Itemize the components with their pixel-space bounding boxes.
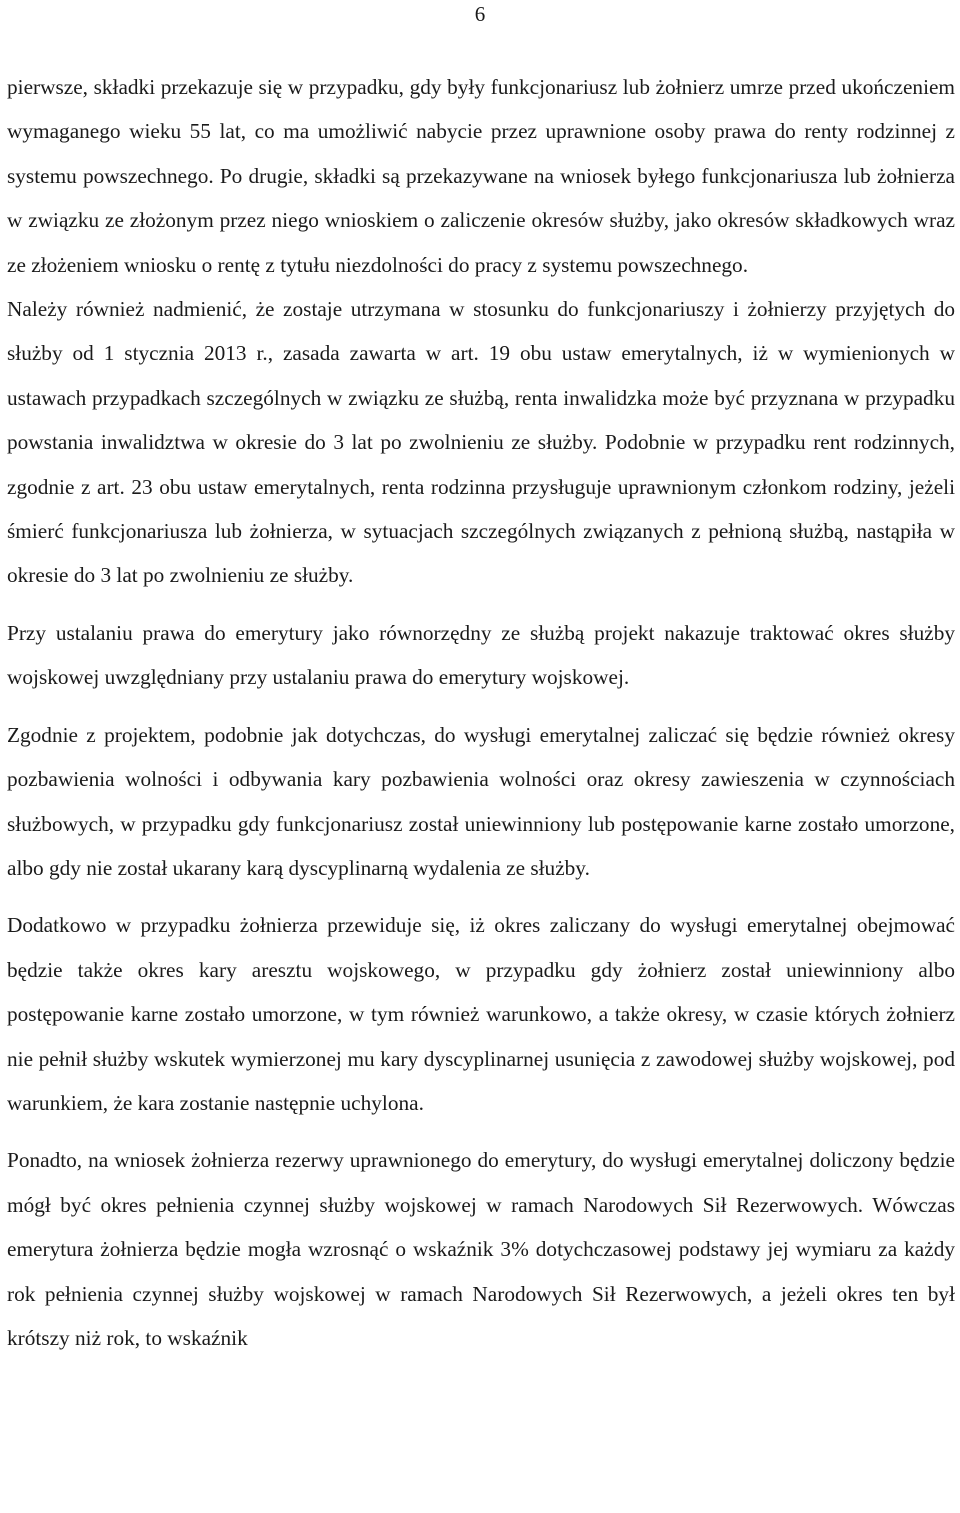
paragraph-5: Dodatkowo w przypadku żołnierza przewiduje się, iż okres zaliczany do wysługi emerytalnej obejmować będzie także okres kary aresztu wojskowego, w przypadku gdy żołnierz został uniewinniony albo postępowanie karne zostało umorzone, w tym również warunkowo, a także okresy, w czasie których żołnierz nie pełnił służby wskutek wymierzonej mu kary dyscyplinarnej usunięcia z zawodowej służby wojskowej, pod warunkiem, że kara zostanie następnie uchylona. [7,913,955,1115]
paragraph-2: Należy również nadmienić, że zostaje utrzymana w stosunku do funkcjonariuszy i żołnierzy przyjętych do służby od 1 stycznia 2013 r., zasada zawarta w art. 19 obu ustaw emerytalnych, iż w wymienionych w ustawach przypadkach szczególnych w związku ze służbą, renta inwalidzka może być przyznana w przypadku powstania inwalidztwa w okresie do 3 lat po zwolnieniu ze służby. Podobnie w przypadku rent rodzinnych, zgodnie z art. 23 obu ustaw emerytalnych, renta rodzinna przysługuje uprawnionym członkom rodziny, jeżeli śmierć funkcjonariusza lub żołnierza, w sytuacjach szczególnych związanych z pełnioną służbą, nastąpiła w okresie do 3 lat po zwolnieniu ze służby. [7,297,955,588]
paragraph-6: Ponadto, na wniosek żołnierza rezerwy uprawnionego do emerytury, do wysługi emerytalnej doliczony będzie mógł być okres pełnienia czynnej służby wojskowej w ramach Narodowych Sił Rezerwowych. Wówczas emerytura żołnierza będzie mogła wzrosnąć o wskaźnik 3% dotychczasowej podstawy jej wymiaru za każdy rok pełnienia czynnej służby wojskowej w ramach Narodowych Sił Rezerwowych, a jeżeli okres ten był krótszy niż rok, to wskaźnik [7,1148,955,1350]
paragraph-3: Przy ustalaniu prawa do emerytury jako równorzędny ze służbą projekt nakazuje traktować okres służby wojskowej uwzględniany przy ustalaniu prawa do emerytury wojskowej. [7,620,955,690]
paragraph-1: pierwsze, składki przekazuje się w przypadku, gdy były funkcjonariusz lub żołnierz umrze przed ukończeniem wymaganego wieku 55 lat, co ma umożliwić nabycie przez uprawnione osoby prawa do renty rodzinnej z systemu powszechnego. Po drugie, składki są przekazywane na wniosek byłego funkcjonariusza lub żołnierza w związku ze złożonym przez niego wnioskiem o zaliczenie okresów służby, jako okresów składkowych wraz ze złożeniem wniosku o rentę z tytułu niezdolności do pracy z systemu powszechnego. [7,75,955,277]
paragraph-4: Zgodnie z projektem, podobnie jak dotychczas, do wysługi emerytalnej zaliczać się będzie również okresy pozbawienia wolności i odbywania kary pozbawienia wolności oraz okresy zawieszenia w czynnościach służbowych, w przypadku gdy funkcjonariusz został uniewinniony lub postępowanie karne zostało umorzone, albo gdy nie został ukarany karą dyscyplinarną wydalenia ze służby. [7,722,955,880]
document-body [7,65,955,1360]
page-number: 6 [474,2,486,26]
